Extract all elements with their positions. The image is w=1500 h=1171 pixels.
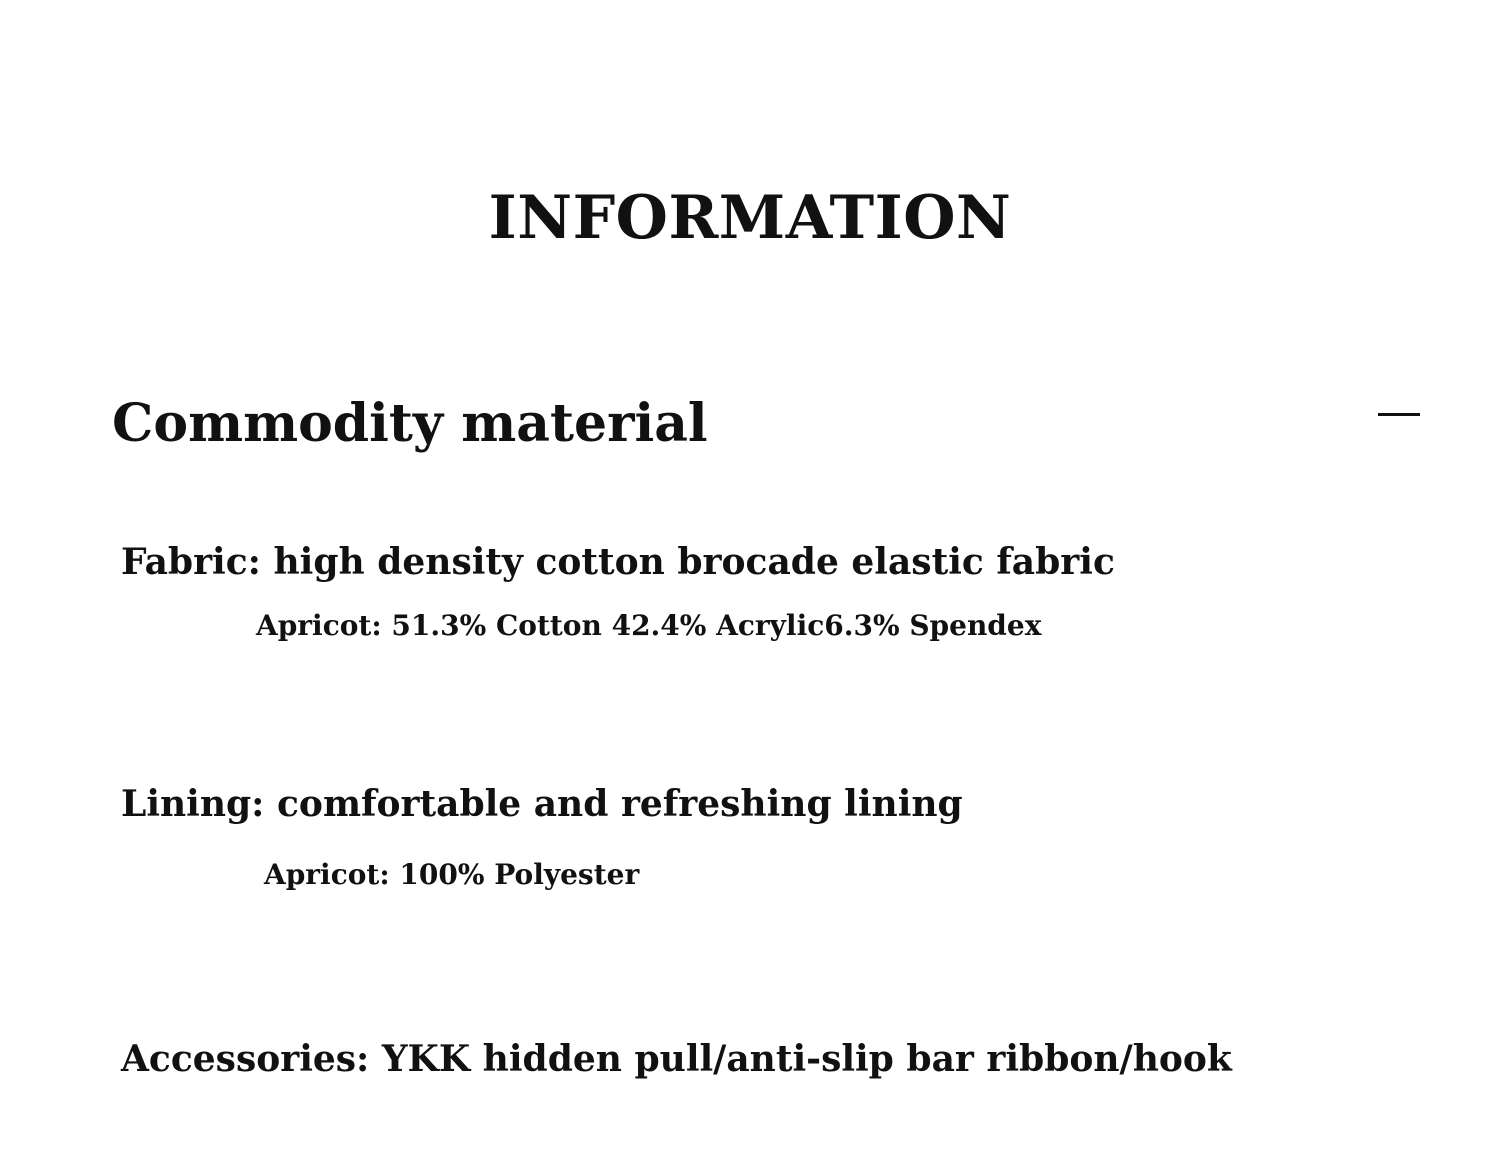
- page-title: INFORMATION: [488, 183, 1012, 253]
- accessories-info: Accessories: YKK hidden pull/anti-slip bar ribbon/hook: [121, 1038, 1232, 1080]
- minus-icon: [1378, 413, 1420, 416]
- fabric-info: Fabric: high density cotton brocade elastic fabric: [121, 541, 1115, 583]
- lining-info: Lining: comfortable and refreshing lining: [121, 783, 963, 825]
- section-heading-commodity-material: Commodity material: [112, 393, 708, 454]
- collapse-toggle-button[interactable]: [1378, 408, 1420, 422]
- fabric-composition: Apricot: 51.3% Cotton 42.4% Acrylic6.3% Spendex: [256, 609, 1042, 642]
- lining-composition: Apricot: 100% Polyester: [264, 858, 640, 891]
